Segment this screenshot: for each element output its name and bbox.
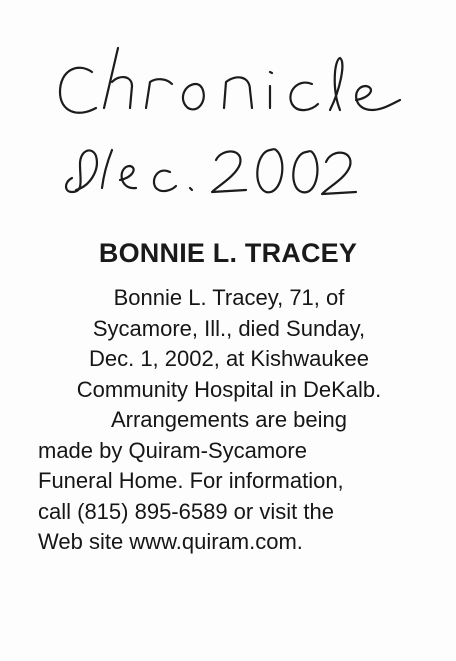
obituary-line: Web site www.quiram.com. [38, 529, 303, 554]
handwriting-stroke-r [146, 79, 172, 108]
obituary-line: Dec. 1, 2002, at Kishwaukee [88, 346, 370, 371]
handwriting-stroke-c2 [290, 83, 318, 111]
handwriting-stroke-2a [212, 151, 246, 192]
handwritten-note [0, 0, 456, 220]
handwriting-stroke-c [60, 68, 96, 113]
handwriting-stroke-d-stem [102, 150, 112, 188]
handwritten-signature-graphic [0, 0, 456, 220]
obituary-line: Arrangements are being [110, 407, 348, 432]
handwriting-stroke-e [356, 86, 400, 110]
handwriting-stroke-0a [257, 149, 282, 192]
obituary-line: Funeral Home. For information, [38, 468, 344, 493]
obituary-body [38, 283, 420, 558]
handwriting-stroke-2b [322, 153, 356, 194]
handwriting-stroke-n [224, 77, 252, 108]
obituary-line: made by Quiram-Sycamore [38, 437, 307, 463]
handwriting-stroke-0b [293, 151, 317, 192]
handwriting-stroke-i-dot [270, 72, 272, 73]
obituary-line: Sycamore, Ill., died Sunday, [92, 315, 366, 341]
handwriting-stroke-h [104, 48, 132, 108]
obituary-line: call (815) 895-6589 or visit the [38, 498, 334, 524]
obituary-line: Bonnie L. Tracey, 71, of [113, 285, 345, 310]
handwriting-stroke-e2 [120, 166, 136, 188]
handwriting-stroke-d [66, 150, 97, 192]
handwriting-stroke-period [190, 188, 192, 190]
handwriting-stroke-o [183, 84, 204, 109]
obituary-headline: BONNIE L. TRACEY [98, 238, 358, 268]
obituary-line: Community Hospital in DeKalb. [76, 376, 382, 402]
handwriting-stroke-c3 [154, 171, 176, 192]
handwriting-stroke-l [330, 58, 342, 110]
